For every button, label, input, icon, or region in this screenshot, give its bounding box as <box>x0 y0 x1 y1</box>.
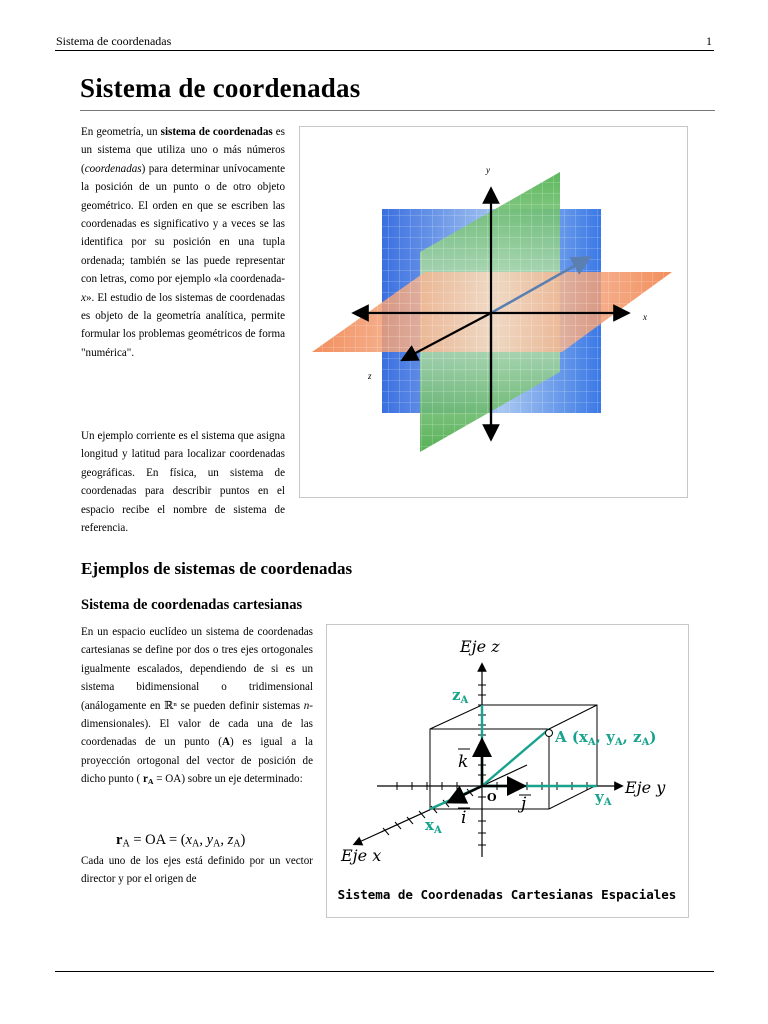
point-a-label: A ($x_A$, $y_A$, $z_A$) <box>555 728 657 748</box>
coordinate-planes-figure <box>299 126 688 498</box>
i-vector <box>455 786 482 799</box>
eje-y-label: Eje y <box>625 778 666 797</box>
ya-label: $y_A$ <box>595 788 612 808</box>
cartesian-paragraph-2: Cada uno de los ejes está definido por un vector director y por el origen de <box>81 855 313 886</box>
footer-rule <box>55 971 714 972</box>
k-label: k <box>458 752 469 772</box>
term-sistema-de-coordenadas: sistema de coordenadas <box>160 126 273 138</box>
cartesian-svg <box>327 625 688 917</box>
projection-box <box>430 705 597 809</box>
origin-label: O <box>487 791 497 804</box>
inline-formula: $r_A$ <box>142 773 154 787</box>
cartesian-figure <box>326 624 689 918</box>
xa-label: $x_A$ <box>425 816 442 836</box>
x-axis-label: x <box>643 312 647 322</box>
cartesian-paragraph: En un espacio euclídeo un sistema de coordenadas cartesianas se define por dos o tres ejes ortogonales igualmente escalados, dependiendo de si es un sistema bidimensional o tridimensional (análogamente en ℝⁿ se pueden definir sistemas n-dimensionales). El valor de cada una de las coordenadas de un punto (A) es igual a la proyección ortogonal del vector de posición de dicho punto ( $r_A = OA$) sobre un eje determinado: <box>81 626 313 787</box>
figure-caption: Sistema de Coordenadas Cartesianas Espaciales <box>337 887 677 902</box>
coordinate-planes-svg <box>300 127 687 497</box>
subsection-heading: Sistema de coordenadas cartesianas <box>81 597 303 613</box>
i-label: i <box>461 808 467 828</box>
y-axis-label: y <box>486 165 490 175</box>
z-axis-label: z <box>368 371 372 381</box>
running-header-title: Sistema de coordenadas <box>56 34 172 48</box>
intro-paragraph: En geometría, un sistema de coordenadas es un sistema que utiliza uno o más números (coordenadas) para determinar unívocamente la posición de un punto o de otro objeto geométrico. El orden en que se escriben las coordenadas es significativo y a veces se las identifica por su posición en una tupla ordenada; también se las puede representar con letras, como por ejemplo «la coordenada-x». El estudio de los sistemas de coordenadas es objeto de la geometría analítica, permite formular los problemas geométricos de forma "numérica". <box>81 126 285 359</box>
example-paragraph: Un ejemplo corriente es el sistema que asigna longitud y latitud para localizar coordenadas geográficas. En física, un sistema de coordenadas para describir puntos en el espacio recibe el nombre de sistema de referencia. <box>81 430 285 535</box>
position-formula: $r_A$ = OA = ($x_A$, $y_A$, $z_A$) <box>116 832 246 850</box>
j-label: j <box>521 794 527 814</box>
eje-x-label: Eje x <box>341 846 382 865</box>
header-rule <box>55 50 714 51</box>
eje-z-label: Eje z <box>460 637 500 656</box>
rn-symbol: ℝⁿ <box>164 699 177 712</box>
section-heading: Ejemplos de sistemas de coordenadas <box>81 559 353 578</box>
page-number: 1 <box>706 34 712 48</box>
title-rule <box>80 110 715 111</box>
oa-vector <box>482 729 549 786</box>
page-title: Sistema de coordenadas <box>80 73 361 103</box>
za-label: $z_A$ <box>452 686 469 706</box>
point-a <box>546 730 553 737</box>
